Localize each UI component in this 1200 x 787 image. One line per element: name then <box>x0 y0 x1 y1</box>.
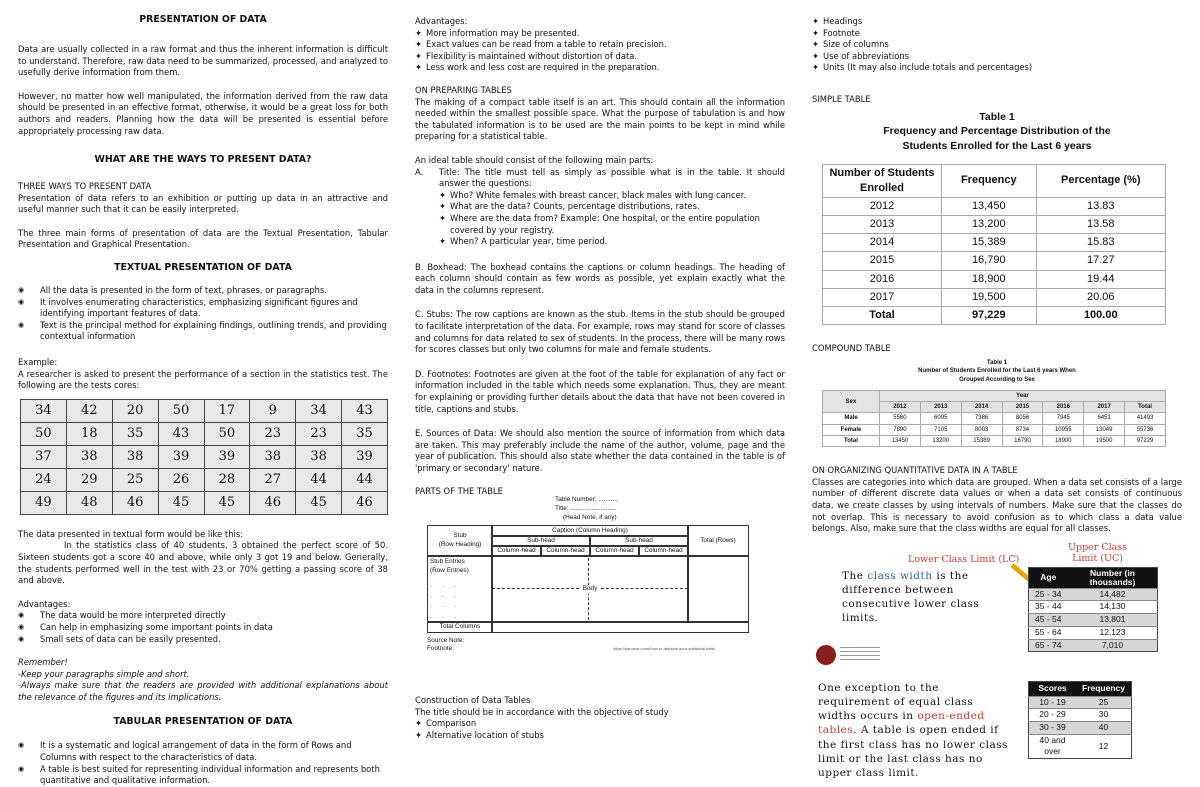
advantage-item: ✦ More information may be presented. <box>415 28 785 40</box>
table-cell: 12 <box>1076 734 1132 758</box>
table-cell: 13.83 <box>1036 197 1165 215</box>
university-seal-icon <box>816 645 836 665</box>
table-cell: 40 <box>1076 721 1132 734</box>
construction-item: ✦ Units (It may also include totals and percentages) <box>812 62 1182 74</box>
simple-table-number: Table 1 <box>979 110 1015 123</box>
score-cell: 18 <box>66 422 112 445</box>
score-cell: 43 <box>342 399 388 422</box>
table-row <box>823 197 1166 215</box>
boxhead-text: B. Boxhead: The boxhead contains the captions or column headings. The heading of each column should contain as few words as possible, yet explain exactly what the data in the columns represent. <box>415 261 785 295</box>
compound-sex-header: Sex <box>823 390 880 413</box>
table-row <box>1029 588 1158 601</box>
score-cell: 23 <box>250 422 296 445</box>
year-header: 2016 <box>1043 402 1084 413</box>
table-row <box>21 445 388 468</box>
table-cell: 14,482 <box>1067 588 1158 601</box>
table-cell: 8003 <box>961 424 1002 435</box>
score-cell: 50 <box>204 422 250 445</box>
compound-table <box>822 390 1166 447</box>
class-width-term: class width <box>867 569 933 582</box>
score-table <box>1028 681 1132 759</box>
table-cell: 13,801 <box>1067 614 1158 627</box>
diagram-row-heading: (Row Heading) <box>438 541 482 549</box>
compound-table-title-1: Number of Students Enrolled for the Last 6 years When <box>918 368 1076 375</box>
compound-year-header: Year <box>880 390 1166 401</box>
bullet-item: ◉ A table is best suited for representing individual information and represents both quantitative and qualitative information. <box>18 764 388 787</box>
year-header: Total <box>1125 402 1166 413</box>
construction-text: The title should be in accordance with the objective of study <box>415 706 669 717</box>
compound-table-heading: COMPOUND TABLE <box>812 343 891 354</box>
score-cell: 17 <box>204 399 250 422</box>
table-row <box>1029 626 1158 639</box>
bullet-item: ◉ All the data is presented in the form of text, phrases, or paragraphs. <box>18 285 388 297</box>
table-cell: 2012 <box>823 197 942 215</box>
bullet-item: ◉ Text is the principal method for explaining findings, outlining trends, and providing contextual information <box>18 320 388 343</box>
example-label: Example: <box>18 357 58 367</box>
open-ended-text <box>818 681 1014 780</box>
compound-table-title-2: Grouped According to Sex <box>959 376 1035 383</box>
class-width-text <box>842 569 1002 626</box>
compound-table-number: Table 1 <box>986 359 1008 366</box>
score-cell: 44 <box>342 468 388 491</box>
table-row <box>823 413 1166 424</box>
sources-text: E. Sources of Data: We should also mention the source of information from which data are taken. This may preferably include the name of the author, volume, page and the year of publication. This should also state whether the data contained in the table is of 'primary or secondary' nature. <box>415 428 785 473</box>
score-cell: 48 <box>66 491 112 514</box>
diagram-column-head: Column-head <box>589 545 640 557</box>
textual-form-intro: The data presented in textual form would be like this: <box>18 528 244 539</box>
table-cell: 7,010 <box>1067 639 1158 652</box>
table-cell: 18900 <box>1043 436 1084 447</box>
table-cell: 15389 <box>961 436 1002 447</box>
class-width-post: is the difference between consecutive lower class limits. <box>842 569 980 625</box>
preparing-text: The making of a compact table itself is an art. This should contain all the information needed within the smallest possible space. What the purpose of tabulation is and how the tabulated information is to be used are the main points to be kept in mind while preparing for a statistical table. <box>415 96 785 142</box>
diagram-sub-head-2: Sub-head <box>589 535 689 547</box>
diagram-body-box <box>491 555 689 623</box>
table-cell: 14,130 <box>1067 601 1158 614</box>
advantage-item: ✦ Flexibility is maintained without distortion of data. <box>415 51 785 63</box>
table-cell: 55 - 64 <box>1029 626 1068 639</box>
score-cell: 44 <box>296 468 342 491</box>
table-cell: 16,790 <box>942 252 1037 270</box>
table-cell: 6451 <box>1084 413 1125 424</box>
diagram-total-col-box <box>687 555 749 623</box>
simple-table-title-2: Students Enrolled for the Last 6 years <box>902 139 1092 152</box>
diagram-source-note: Source Note: <box>427 637 465 645</box>
bullet-item: ◉ The data would be more interpreted directly <box>18 610 388 622</box>
title-part-text: Title: The title must tell as simply as possible what is in the table. It should answer the questions: <box>439 166 785 189</box>
intro-paragraph-1: Data are usually collected in a raw format and thus the inherent information is difficult to understand. Therefore, raw data need to be summarized, processed, and analyzed to usefully derive information from them. <box>18 43 388 78</box>
column-1 <box>18 14 388 787</box>
diagram-column-head: Column-head <box>491 545 542 557</box>
bullet-item: ◉ It involves enumerating characteristics, emphasizing significant figures and identifying important features of data. <box>18 297 388 320</box>
section-title-tabular: TABULAR PRESENTATION OF DATA <box>113 715 293 727</box>
score-cell: 37 <box>21 445 67 468</box>
table-cell: 35 - 44 <box>1029 601 1068 614</box>
table-cell: 16790 <box>1002 436 1043 447</box>
diagram-stub: Stub <box>453 532 467 540</box>
table-row <box>1029 696 1132 709</box>
remember-2: -Always make sure that the readers are provided with additional explanations about the relevance of the figures and its implications. <box>18 680 388 702</box>
table-cell: 25 <box>1076 696 1132 709</box>
table-cell: 2013 <box>823 216 942 234</box>
table-row <box>21 422 388 445</box>
table-row <box>823 424 1166 435</box>
table-cell: 7386 <box>961 413 1002 424</box>
row-label: Total <box>823 436 880 447</box>
class-width-figure <box>812 541 1182 779</box>
intro-paragraph-2: However, no matter how well manipulated, the information derived from the raw data should be presented in an effective format, otherwise, it would be a great loss for both authors and readers. Planning how the data will be presented is essential before appropriately processing raw data. <box>18 90 388 136</box>
table-row <box>1029 721 1132 734</box>
table-row <box>823 270 1166 288</box>
diagram-head-note: (Head Note, if any) <box>563 514 617 522</box>
score-cell: 38 <box>296 445 342 468</box>
textual-advantages-label: Advantages: <box>18 598 71 609</box>
textual-bullets <box>18 285 388 343</box>
score-cell: 20 <box>112 399 158 422</box>
table-cell: 7105 <box>920 424 961 435</box>
table-cell: 6095 <box>920 413 961 424</box>
score-cell: 38 <box>250 445 296 468</box>
score-cell: 45 <box>158 491 204 514</box>
table-row <box>1029 734 1132 758</box>
table-cell: 10 - 19 <box>1029 696 1077 709</box>
tabular-advantages-label: Advantages: <box>415 16 468 26</box>
year-header: 2013 <box>920 402 961 413</box>
table-cell: 19500 <box>1084 436 1125 447</box>
table-row <box>823 436 1166 447</box>
upper-limit-label-2: Limit (UC) <box>1072 552 1123 564</box>
title-part <box>415 167 785 190</box>
table-cell: 7945 <box>1043 413 1084 424</box>
score-cell: 38 <box>66 445 112 468</box>
table-cell: 2017 <box>823 288 942 306</box>
score-cell: 9 <box>250 399 296 422</box>
table-cell: 2015 <box>823 252 942 270</box>
table-cell: 18,900 <box>942 270 1037 288</box>
diagram-title: Title: .......................... <box>555 505 617 513</box>
diagram-stub-entries: Stub Entries <box>430 558 465 566</box>
table-cell: 45 - 54 <box>1029 614 1068 627</box>
age-table <box>1028 567 1158 652</box>
advantage-item: ✦ Less work and less cost are required in the preparation. <box>415 62 785 74</box>
table-cell: 15.83 <box>1036 234 1165 252</box>
table-cell: 2016 <box>823 270 942 288</box>
construction-item: ✦ Comparison <box>415 718 785 730</box>
table-row <box>823 307 1166 325</box>
score-col-header: Frequency <box>1076 681 1132 696</box>
three-ways-text: Presentation of data refers to an exhibition or putting up data in an attractive and useful manner such that it can be easily interpreted. <box>18 192 388 215</box>
exception-pre: One exception to the requirement of equal class widths occurs in <box>818 681 974 723</box>
remember-label: Remember! <box>18 657 68 668</box>
diagram-total-row <box>491 621 749 633</box>
table-cell: 10955 <box>1043 424 1084 435</box>
table-cell: 15,389 <box>942 234 1037 252</box>
textual-advantages <box>18 610 388 645</box>
score-cell: 45 <box>296 491 342 514</box>
diagram-row-entries: (Row Entries) <box>430 567 469 575</box>
column-2 <box>415 16 785 742</box>
construction-heading: Construction of Data Tables <box>415 695 531 706</box>
remember-1: -Keep your paragraphs simple and short. <box>18 668 190 679</box>
table-cell: 13049 <box>1084 424 1125 435</box>
score-cell: 46 <box>250 491 296 514</box>
score-cell: 50 <box>21 422 67 445</box>
title-part-letter: A. <box>415 166 424 177</box>
score-cell: 49 <box>21 491 67 514</box>
tabular-bullets <box>18 740 388 786</box>
score-cell: 34 <box>21 399 67 422</box>
table-cell: 100.00 <box>1036 307 1165 325</box>
age-col-header: Number (in thousands) <box>1067 567 1158 588</box>
diagram-sub-head-1: Sub-head <box>491 535 591 547</box>
table-row <box>21 491 388 514</box>
table-cell: 5560 <box>880 413 921 424</box>
row-label: Male <box>823 413 880 424</box>
bullet-item: ◉ Can help in emphasizing some important points in data <box>18 622 388 634</box>
class-width-pre: The <box>842 569 868 582</box>
table-cell: 8734 <box>1002 424 1043 435</box>
score-cell: 27 <box>250 468 296 491</box>
question-item: ✦ When? A particular year, time period. <box>439 236 785 248</box>
parts-of-table-diagram <box>427 497 757 657</box>
year-header: 2017 <box>1084 402 1125 413</box>
preparing-heading: ON PREPARING TABLES <box>415 84 512 95</box>
diagram-table-number: Table Number: ........... <box>555 496 618 504</box>
score-cell: 23 <box>296 422 342 445</box>
section-title-ways: WHAT ARE THE WAYS TO PRESENT DATA? <box>94 154 312 166</box>
simple-col-header: Number of Students Enrolled <box>823 164 942 197</box>
simple-table-heading: SIMPLE TABLE <box>812 93 871 104</box>
age-col-header: Age <box>1029 567 1068 588</box>
score-cell: 35 <box>342 422 388 445</box>
year-header: 2014 <box>961 402 1002 413</box>
scores-table <box>20 399 388 515</box>
construction-item: ✦ Alternative location of stubs <box>415 730 785 742</box>
table-cell: 97,229 <box>942 307 1037 325</box>
example-text: A researcher is asked to present the performance of a section in the statistics test. The following are the tests cores: <box>18 368 388 391</box>
score-cell: 45 <box>204 491 250 514</box>
table-row <box>823 216 1166 234</box>
advantage-item: ✦ Exact values can be read from a table to retain precision. <box>415 39 785 51</box>
table-cell: 19,500 <box>942 288 1037 306</box>
score-cell: 39 <box>158 445 204 468</box>
question-item: ✦ Who? White females with breast cancer, black males with lung cancer. <box>439 190 785 202</box>
title-questions <box>415 190 785 248</box>
table-row <box>1029 601 1158 614</box>
ideal-intro: An ideal table should consist of the following main parts: <box>415 154 654 165</box>
table-cell: 7890 <box>880 424 921 435</box>
diagram-stub-box <box>427 525 493 557</box>
construction-item: ✦ Headings <box>812 16 1182 28</box>
table-cell: 41493 <box>1125 413 1166 424</box>
diagram-column-head: Column-head <box>638 545 689 557</box>
table-cell: 97229 <box>1125 436 1166 447</box>
table-cell: 30 - 39 <box>1029 721 1077 734</box>
score-cell: 38 <box>112 445 158 468</box>
score-cell: 50 <box>158 399 204 422</box>
table-cell: 19.44 <box>1036 270 1165 288</box>
construction-item: ✦ Use of abbreviations <box>812 51 1182 63</box>
score-cell: 46 <box>112 491 158 514</box>
tabular-advantages <box>415 28 785 74</box>
diagram-total-columns: Total Columns <box>427 621 493 633</box>
score-cell: 39 <box>342 445 388 468</box>
table-row <box>1029 709 1132 722</box>
column-3 <box>812 16 1182 779</box>
diagram-footnote: Footnote: <box>427 645 455 653</box>
compound-table-caption <box>812 359 1182 384</box>
simple-table-caption <box>812 110 1182 154</box>
score-cell: 43 <box>158 422 204 445</box>
table-row <box>1029 639 1158 652</box>
upper-limit-label-1: Upper Class <box>1068 541 1128 553</box>
table-cell: 13.58 <box>1036 216 1165 234</box>
footnotes-text: D. Footnotes: Footnotes are given at the foot of the table for explanation of any fact or information included in the table which needs some explanation. Thus, they are meant for explaining or providing further details about the data that have not been covered in title, captions and stubs. <box>415 368 785 414</box>
table-cell: 55736 <box>1125 424 1166 435</box>
exception-term: open-ended tables <box>818 710 985 737</box>
score-cell: 29 <box>66 468 112 491</box>
row-label: Female <box>823 424 880 435</box>
question-item: ✦ Where are the data from? Example: One hospital, or the entire population covered by your registry. <box>439 213 785 236</box>
score-cell: 39 <box>204 445 250 468</box>
table-row <box>823 288 1166 306</box>
organizing-text: Classes are categories into which data are grouped. When a data set consists of a large number of different discrete data values or when a data set consists of continuous data, we create classes by using intervals of numbers. Make sure that the classes do not overlap. This is necessary to avoid confusion as to which class a data value belongs. Also, make sure that the class widths are equal for all classes. <box>812 476 1182 534</box>
table-cell: 8056 <box>1002 413 1043 424</box>
diagram-body: Body <box>582 584 598 592</box>
construction-items <box>415 718 785 741</box>
exception-post: . A table is open ended if the first class has no lower class limit or the last class has no upper class limit. <box>818 724 1009 779</box>
score-cell: 25 <box>112 468 158 491</box>
table-cell: Total <box>823 307 942 325</box>
textual-form-text: In the statistics class of 40 students, 3 obtained the perfect score of 50. Sixteen students got a score 40 and above, while only 3 got 19 and below. Generally, the students performed well in the test with 23 or 70% getting a passing score of 38 and above. <box>18 540 388 586</box>
table-cell: 30 <box>1076 709 1132 722</box>
score-col-header: Scores <box>1029 681 1077 696</box>
bullet-item: ◉ It is a systematic and logical arrangement of data in the form of Rows and Columns with respect to the characteristics of data. <box>18 740 388 763</box>
table-cell: 65 - 74 <box>1029 639 1068 652</box>
year-header: 2015 <box>1002 402 1043 413</box>
score-cell: 42 <box>66 399 112 422</box>
organizing-heading: ON ORGANIZING QUANTITATIVE DATA IN A TABLE <box>812 465 1018 476</box>
year-header: 2012 <box>880 402 921 413</box>
diagram-stub-entries-box: Stub Entries (Row Entries) · · · · · · · · · · · · <box>427 555 493 623</box>
table-cell: 13450 <box>880 436 921 447</box>
score-cell: 46 <box>342 491 388 514</box>
score-cell: 35 <box>112 422 158 445</box>
forms-text: The three main forms of presentation of data are the Textual Presentation, Tabular Presentation and Graphical Presentation. <box>18 227 388 250</box>
table-row <box>21 399 388 422</box>
diagram-total-rows: Total (Rows) <box>687 525 749 557</box>
score-cell: 28 <box>204 468 250 491</box>
diagram-column-head: Column-head <box>540 545 591 557</box>
simple-col-header: Percentage (%) <box>1036 164 1165 197</box>
construction-item: ✦ Size of columns <box>812 39 1182 51</box>
table-cell: 20 - 29 <box>1029 709 1077 722</box>
table-row <box>1029 614 1158 627</box>
stubs-text: C. Stubs: The row captions are known as the stub. Items in the stub should be grouped to facilitate interpretation of the data. For example, rows may stand for score of classes and columns for data related to sex of students. In the process, there will be many rows for scores classes but only two columns for male and female students. <box>415 309 785 355</box>
table-cell: 17.27 <box>1036 252 1165 270</box>
bullet-item: ◉ Small sets of data can be easily presented. <box>18 634 388 646</box>
simple-col-header: Frequency <box>942 164 1037 197</box>
parts-heading: PARTS OF THE TABLE <box>415 485 503 496</box>
score-cell: 34 <box>296 399 342 422</box>
simple-table-title-1: Frequency and Percentage Distribution of the <box>883 125 1111 138</box>
table-cell: 2014 <box>823 234 942 252</box>
table-cell: 40 and over <box>1029 734 1077 758</box>
table-cell: 13200 <box>920 436 961 447</box>
table-row <box>823 252 1166 270</box>
diagram-url: https://yaruman.com/how-to-tabulate-your-statistical-data/ <box>613 646 716 652</box>
table-cell: 12,123 <box>1067 626 1158 639</box>
section-title-presentation: PRESENTATION OF DATA <box>139 14 267 25</box>
seal-caption-lines <box>840 647 880 663</box>
table-cell: 25 - 34 <box>1029 588 1068 601</box>
score-cell: 26 <box>158 468 204 491</box>
diagram-caption: Caption (Column Heading) <box>491 525 689 537</box>
construction-items-continued <box>812 16 1182 74</box>
table-cell: 20.06 <box>1036 288 1165 306</box>
three-ways-heading: THREE WAYS TO PRESENT DATA <box>18 181 152 192</box>
table-cell: 13,200 <box>942 216 1037 234</box>
table-row <box>21 468 388 491</box>
table-row <box>823 234 1166 252</box>
score-cell: 24 <box>21 468 67 491</box>
lower-limit-label: Lower Class Limit (LC) <box>908 553 1020 565</box>
table-cell: 13,450 <box>942 197 1037 215</box>
section-title-textual: TEXTUAL PRESENTATION OF DATA <box>114 262 292 274</box>
construction-item: ✦ Footnote <box>812 28 1182 40</box>
question-item: ✦ What are the data? Counts, percentage distributions, rates. <box>439 201 785 213</box>
simple-table <box>822 164 1166 326</box>
